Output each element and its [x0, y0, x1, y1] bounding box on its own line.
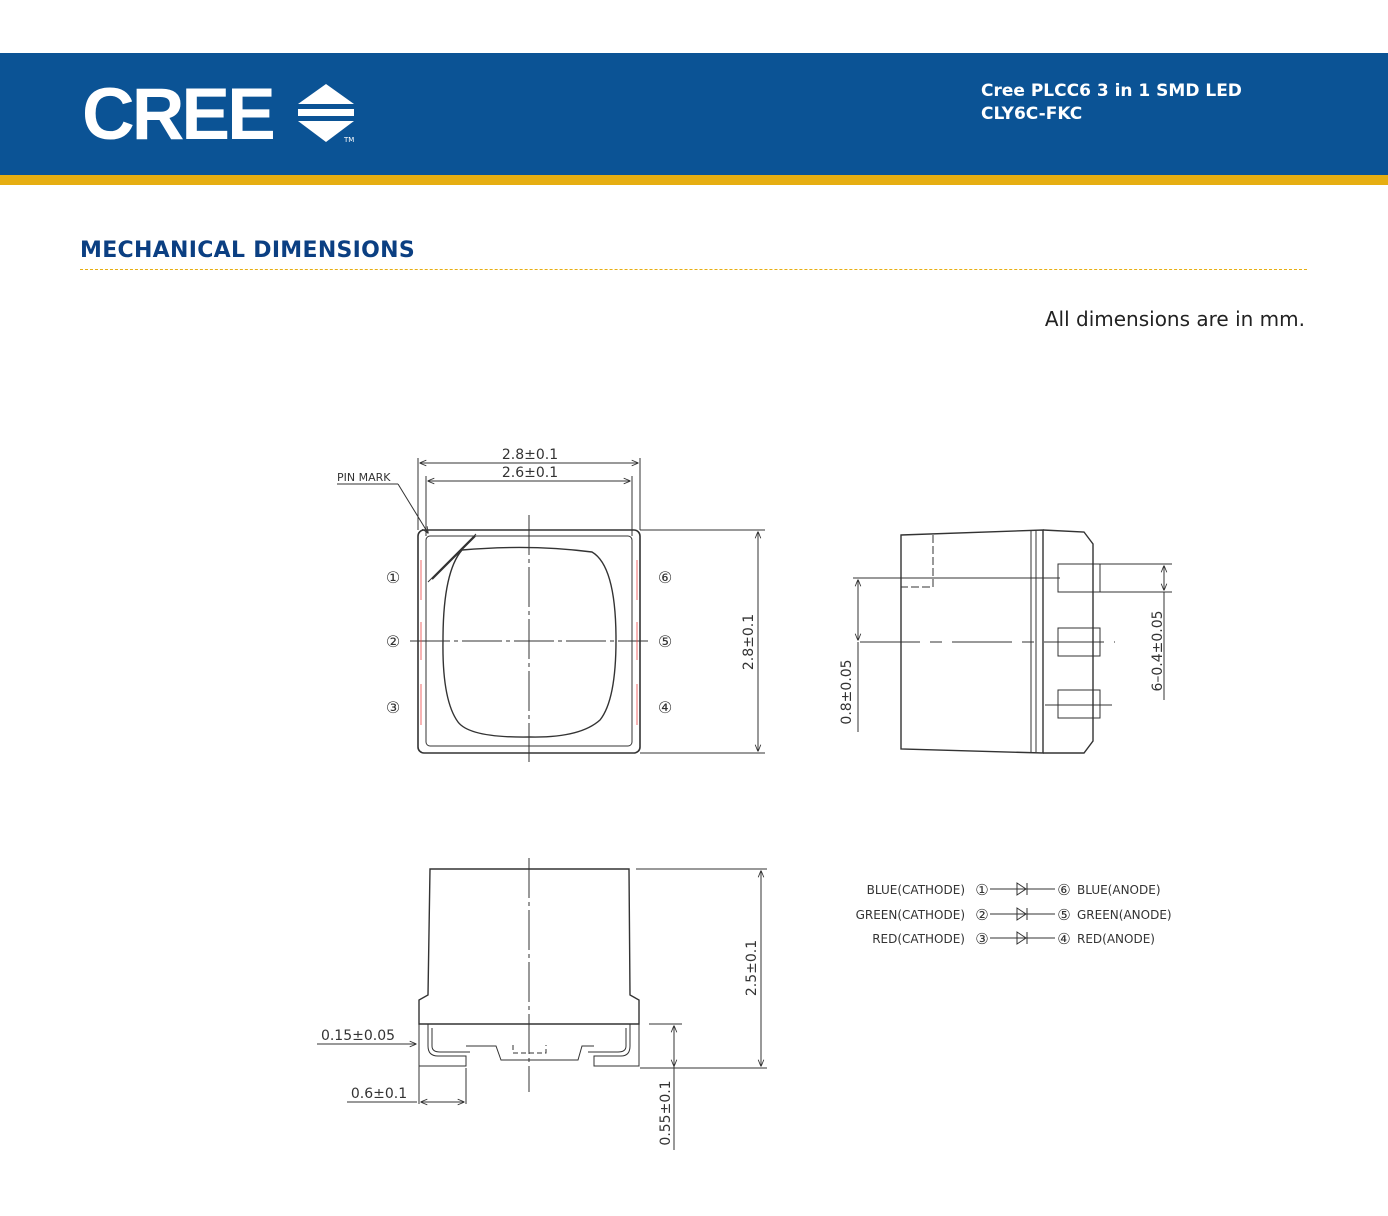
pinout-red-pin-out: ④ [1057, 930, 1071, 948]
product-name: Cree PLCC6 3 in 1 SMD LED [981, 81, 1242, 101]
pinout-red-pin-in: ③ [975, 930, 989, 948]
pinout-green-pin-in: ② [975, 906, 989, 924]
pin-4-label: ④ [657, 698, 673, 717]
dim-height: 2.8±0.1 [741, 613, 757, 671]
pinout-blue-pin-in: ① [975, 881, 989, 899]
dim-front-height: 2.5±0.1 [744, 939, 760, 997]
dim-lead-thickness: 0.15±0.05 [320, 1028, 396, 1044]
pinout-green-pin-out: ⑤ [1057, 906, 1071, 924]
side-view [853, 530, 1172, 753]
pinout-blue-pin-out: ⑥ [1057, 881, 1071, 899]
svg-text:TM: TM [344, 136, 355, 144]
cree-logo: CREE [82, 74, 273, 155]
pinout-blue-anode: BLUE(ANODE) [1077, 883, 1161, 897]
dim-lead-length: 0.6±0.1 [350, 1086, 408, 1102]
pin-6-label: ⑥ [657, 568, 673, 587]
pin-3-label: ③ [385, 698, 401, 717]
pin-2-label: ② [385, 632, 401, 651]
front-view [317, 858, 767, 1150]
top-view [337, 458, 765, 762]
pinout-red-anode: RED(ANODE) [1077, 932, 1155, 946]
dim-pad-offset: 0.8±0.05 [839, 659, 855, 725]
dim-width-inner: 2.6±0.1 [501, 465, 559, 481]
pinout-green-cathode: GREEN(CATHODE) [855, 908, 965, 922]
section-title: MECHANICAL DIMENSIONS [80, 238, 416, 263]
dim-width-outer: 2.8±0.1 [501, 447, 559, 463]
dim-standoff: 0.55±0.1 [658, 1080, 674, 1146]
pin-mark-label: PIN MARK [337, 471, 391, 484]
dim-pad-size: 6–0.4±0.05 [1150, 610, 1166, 692]
product-part-number: CLY6C-FKC [981, 104, 1083, 124]
pinout-blue-cathode: BLUE(CATHODE) [866, 883, 965, 897]
pinout-red-cathode: RED(CATHODE) [872, 932, 965, 946]
pin-1-label: ① [385, 568, 401, 587]
pinout-green-anode: GREEN(ANODE) [1077, 908, 1172, 922]
units-note: All dimensions are in mm. [1044, 307, 1305, 331]
pinout-diagram [990, 883, 1055, 944]
pin-5-label: ⑤ [657, 632, 673, 651]
